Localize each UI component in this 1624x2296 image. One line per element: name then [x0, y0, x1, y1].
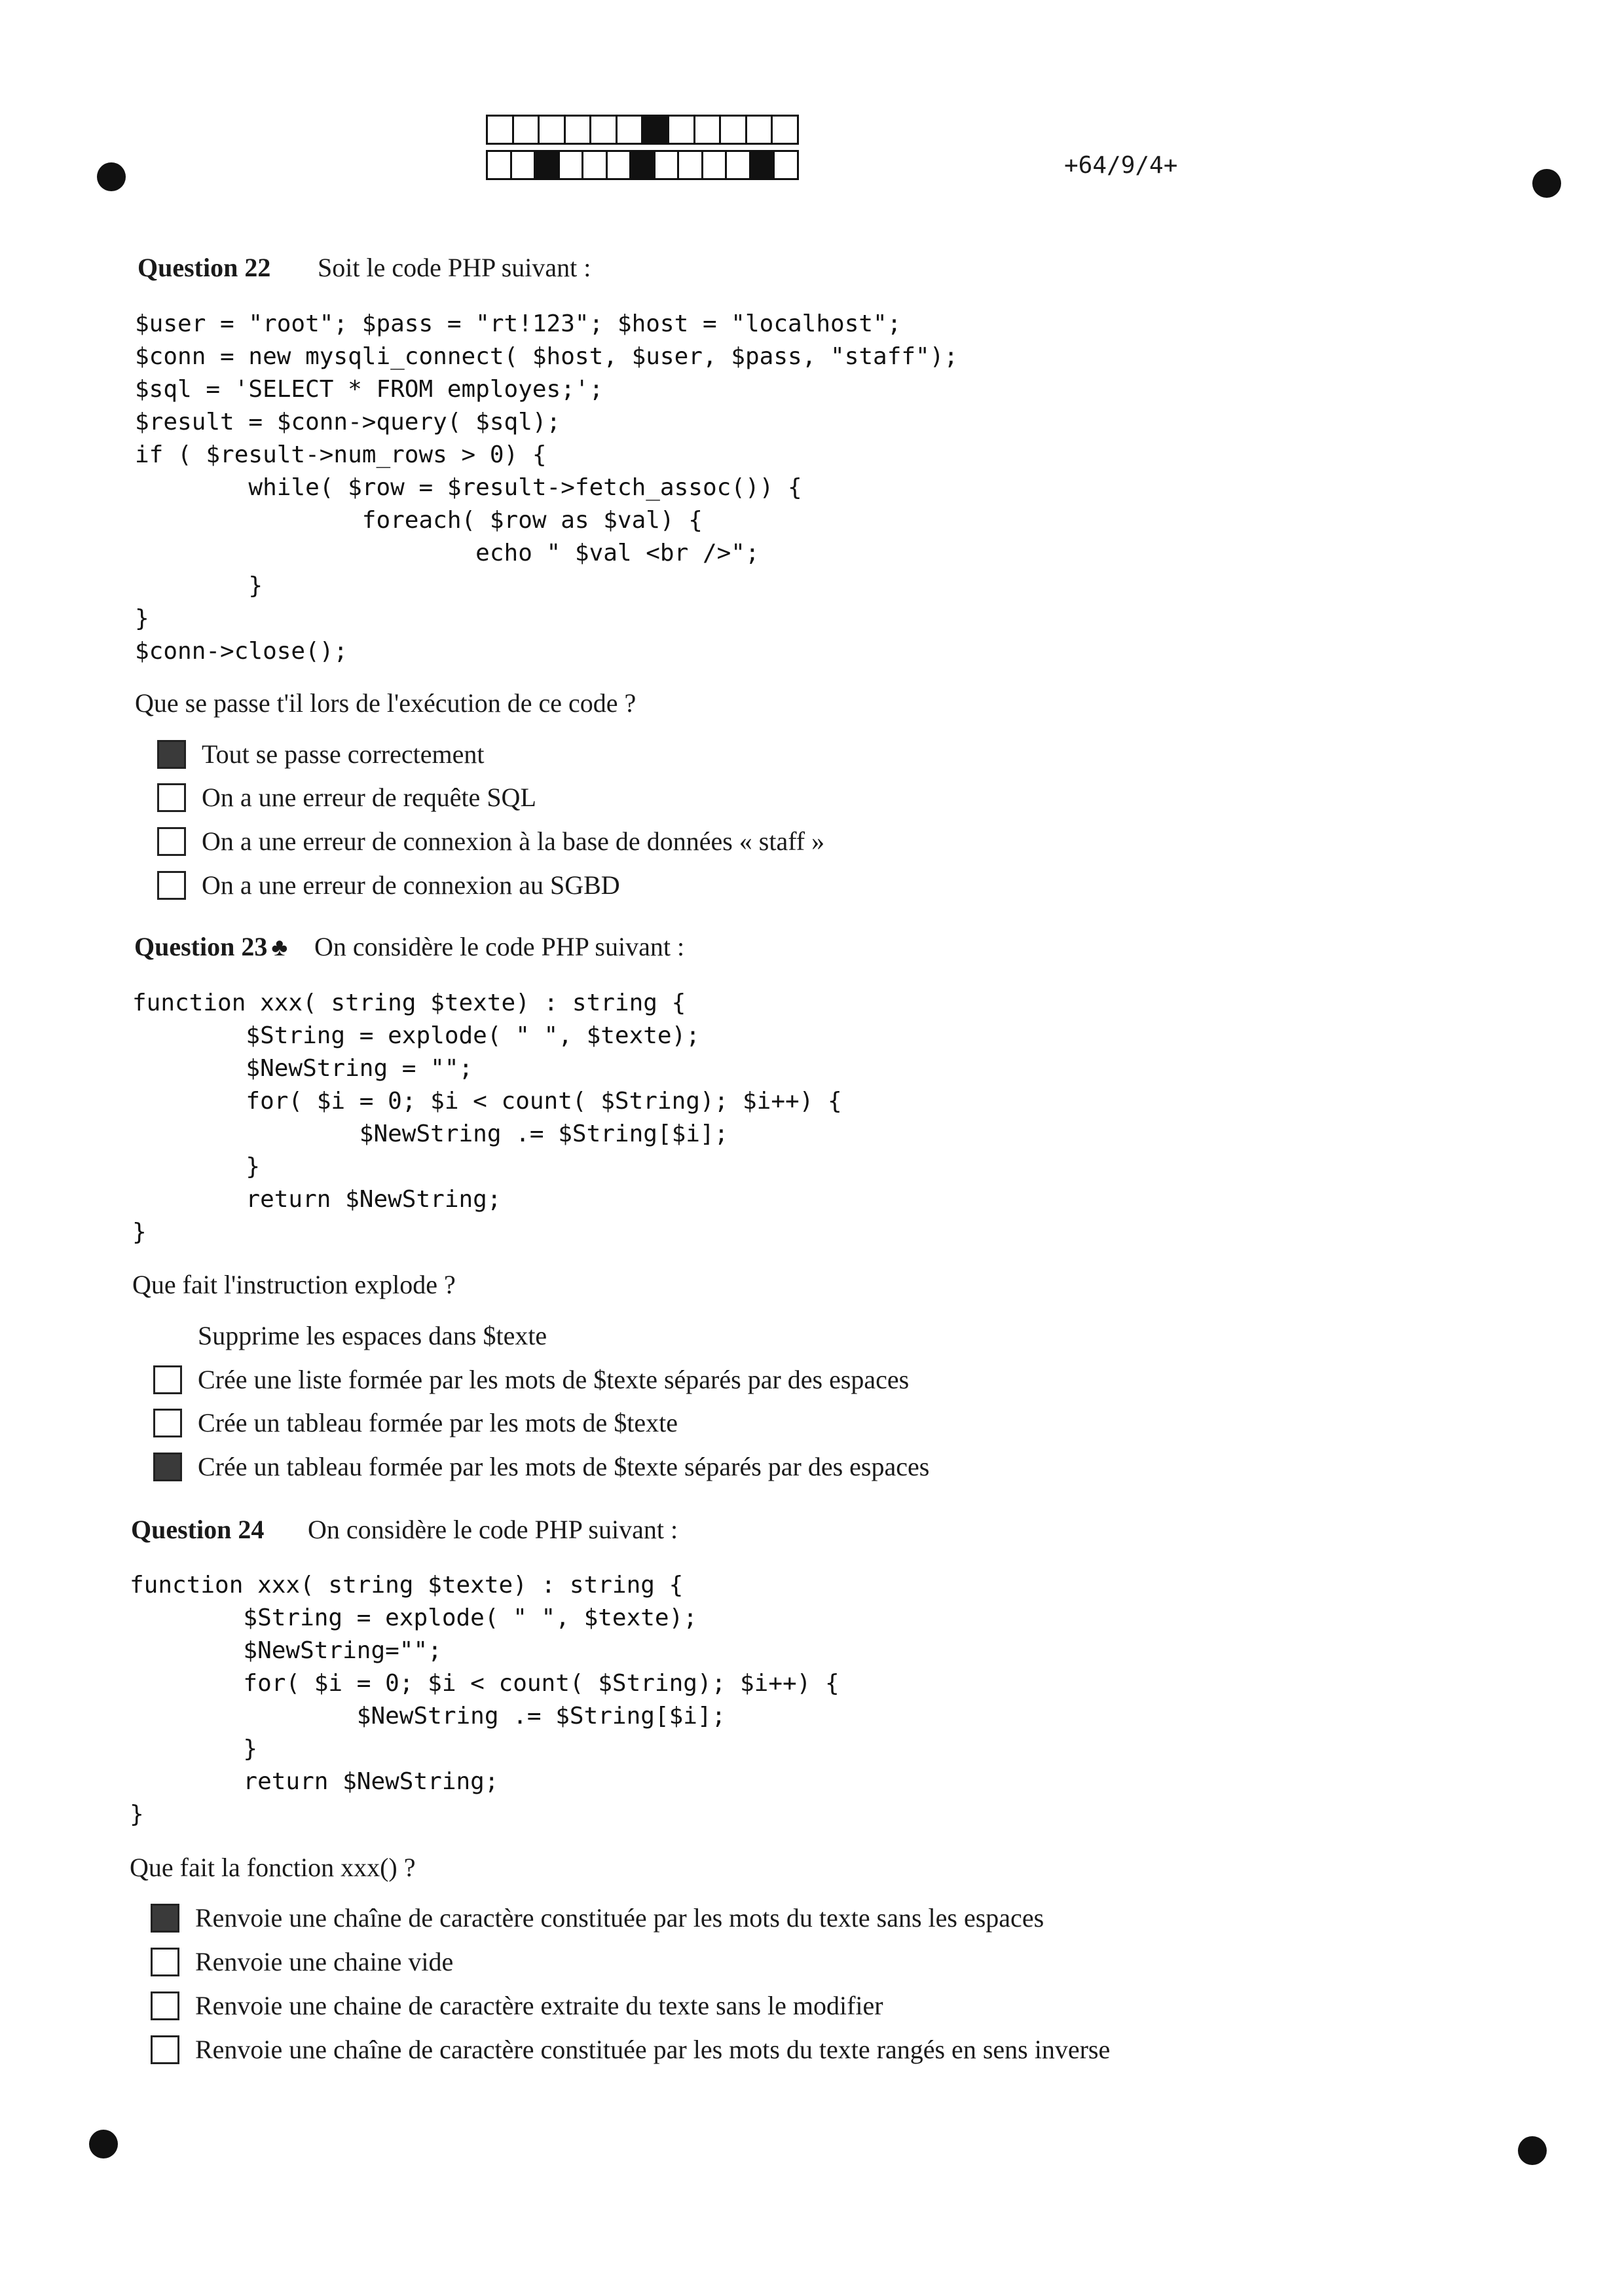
barcode-cell — [721, 117, 747, 143]
answer-checkbox[interactable] — [153, 1322, 182, 1350]
answer-checkbox[interactable] — [157, 740, 186, 769]
option-label: On a une erreur de connexion au SGBD — [202, 870, 620, 900]
barcode-cell — [583, 152, 608, 178]
answer-checkbox[interactable] — [153, 1365, 182, 1394]
question-22-option-1[interactable] — [157, 739, 484, 769]
answer-checkbox[interactable] — [151, 1991, 179, 2020]
question-22-option-4[interactable] — [157, 870, 620, 900]
barcode-cell — [655, 152, 680, 178]
barcode-cell — [618, 117, 644, 143]
question-22-code: $user = "root"; $pass = "rt!123"; $host = "localhost"; $conn = new mysqli_connect( $host, $user, $pass, "staff"); $sql = 'SELECT * FROM employes;'; $result = $conn->query( $sql); if ( $result->num_rows > 0) { while( $row = $result->fetch_assoc()) { foreach( $row as $val) { echo " $val <br />"; } } $conn->close(); — [135, 310, 959, 665]
answer-checkbox[interactable] — [151, 1948, 179, 1976]
question-23-option-4[interactable] — [153, 1451, 929, 1482]
option-label: Renvoie une chaîne de caractère constituée par les mots du texte rangés en sens inverse — [195, 2035, 1111, 2064]
question-23-code: function xxx( string $texte) : string { $String = explode( " ", $texte); $NewString = ""; for( $i = 0; $i < count( $String); $i++) { $NewString .= $String[$i]; } return $NewString; } — [132, 990, 842, 1246]
corner-mark-top-left — [97, 162, 126, 191]
question-24-option-1[interactable] — [151, 1902, 1044, 1933]
barcode-cell — [608, 152, 632, 178]
corner-mark-top-right — [1532, 169, 1561, 198]
question-23-option-2[interactable] — [153, 1364, 909, 1395]
barcode-cell — [591, 117, 618, 143]
option-label: Supprime les espaces dans $texte — [198, 1321, 547, 1350]
answer-checkbox[interactable] — [157, 827, 186, 856]
question-24-prompt: Que fait la fonction xxx() ? — [130, 1853, 416, 1882]
question-24-code: function xxx( string $texte) : string { $String = explode( " ", $texte); $NewString=""; for( $i = 0; $i < count( $String); $i++) { $NewString .= $String[$i]; } return $NewString; } — [130, 1572, 840, 1828]
barcode-cell — [643, 117, 669, 143]
question-22-option-3[interactable] — [157, 826, 824, 857]
barcode-cell — [695, 117, 722, 143]
corner-mark-bottom-left — [89, 2130, 118, 2158]
question-23-prompt: Que fait l'instruction explode ? — [132, 1270, 456, 1299]
barcode-cell — [679, 152, 703, 178]
answer-checkbox[interactable] — [153, 1409, 182, 1437]
barcode-cell — [703, 152, 728, 178]
option-label: Renvoie une chaine vide — [195, 1947, 454, 1976]
answer-checkbox[interactable] — [153, 1453, 182, 1481]
barcode-cell — [773, 117, 797, 143]
answer-checkbox[interactable] — [151, 2035, 179, 2064]
barcode-cell — [631, 152, 655, 178]
barcode-cell — [751, 152, 775, 178]
barcode-cell — [536, 152, 560, 178]
option-label: Renvoie une chaîne de caractère constituée par les mots du texte sans les espaces — [195, 1903, 1044, 1933]
barcode-row-1 — [486, 115, 799, 145]
barcode-cell — [775, 152, 797, 178]
barcode-cell — [514, 117, 540, 143]
question-24-option-4[interactable] — [151, 2034, 1110, 2065]
question-number: Question 23 ♣ — [134, 932, 288, 961]
question-number: Question 22 — [138, 253, 271, 282]
option-label: Renvoie une chaine de caractère extraite du texte sans le modifier — [195, 1991, 883, 2020]
question-23-option-1[interactable] — [153, 1320, 547, 1351]
barcode-cell — [540, 117, 566, 143]
option-label: Crée un tableau formée par les mots de $texte — [198, 1408, 678, 1437]
question-number: Question 24 — [131, 1515, 265, 1544]
corner-mark-bottom-right — [1518, 2136, 1547, 2165]
barcode-row-2 — [486, 150, 799, 180]
barcode-cell — [488, 152, 512, 178]
question-intro: Soit le code PHP suivant : — [318, 253, 591, 282]
barcode-cell — [566, 117, 592, 143]
option-label: On a une erreur de connexion à la base de données « staff » — [202, 826, 825, 856]
club-symbol-icon: ♣ — [271, 934, 288, 961]
option-label: Crée une liste formée par les mots de $texte séparés par des espaces — [198, 1365, 910, 1394]
page-code: +64/9/4+ — [1064, 152, 1178, 179]
question-24-option-2[interactable] — [151, 1946, 453, 1977]
question-23-option-3[interactable] — [153, 1407, 678, 1438]
option-label: On a une erreur de requête SQL — [202, 783, 536, 812]
option-label: Crée un tableau formée par les mots de $texte séparés par des espaces — [198, 1452, 930, 1481]
answer-checkbox[interactable] — [157, 783, 186, 812]
question-23-header — [134, 931, 684, 962]
question-24-header — [131, 1514, 678, 1545]
question-intro: On considère le code PHP suivant : — [314, 932, 685, 961]
page-barcode — [486, 115, 799, 185]
answer-checkbox[interactable] — [157, 871, 186, 900]
barcode-cell — [512, 152, 536, 178]
question-22-header — [138, 252, 591, 283]
question-22-prompt: Que se passe t'il lors de l'exécution de ce code ? — [135, 688, 637, 718]
barcode-cell — [560, 152, 584, 178]
answer-checkbox[interactable] — [151, 1904, 179, 1933]
barcode-cell — [488, 117, 514, 143]
question-intro: On considère le code PHP suivant : — [308, 1515, 678, 1544]
question-22-option-2[interactable] — [157, 782, 536, 813]
barcode-cell — [669, 117, 695, 143]
question-24-option-3[interactable] — [151, 1990, 883, 2021]
option-label: Tout se passe correctement — [202, 739, 485, 769]
barcode-cell — [747, 117, 773, 143]
barcode-cell — [727, 152, 751, 178]
